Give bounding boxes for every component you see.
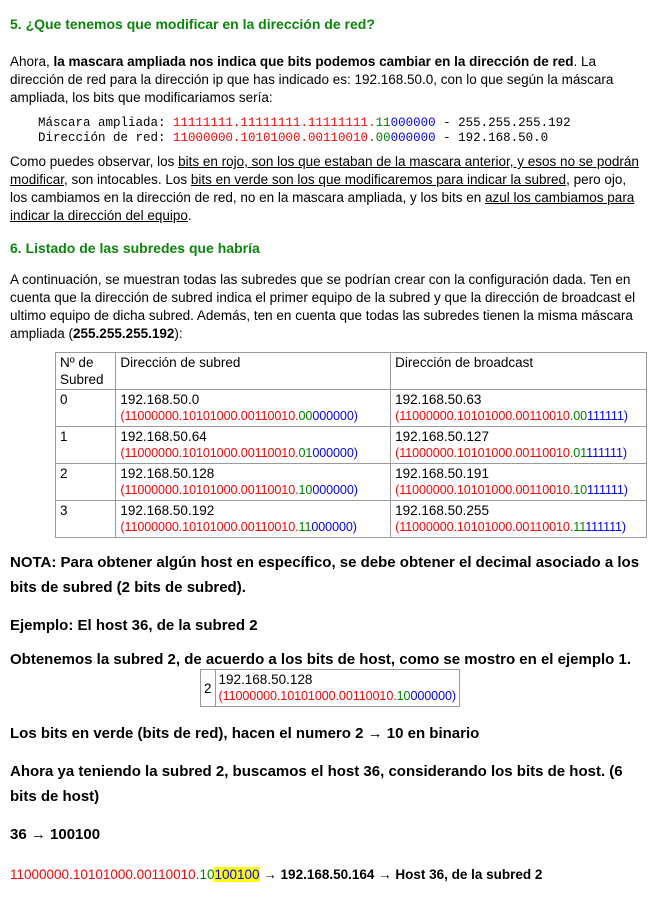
- subnet-ip: 192.168.50.0: [120, 392, 200, 407]
- broadcast-address-cell: [391, 390, 647, 427]
- bits-blue: 111111): [586, 446, 627, 460]
- final-result-line: [10, 866, 647, 884]
- subnet-number-cell: 0: [56, 390, 116, 427]
- bits-green: 00: [573, 409, 588, 423]
- subnets-table: [55, 352, 647, 538]
- bits-blue: 000000): [312, 483, 358, 497]
- subnet-address-cell: [116, 390, 391, 427]
- broadcast-address-cell: [391, 501, 647, 538]
- bits-red: (11000000.10101000.00110010.: [395, 446, 574, 460]
- network-label: Dirección de red:: [38, 131, 174, 145]
- mask-bits-green: 11: [375, 116, 391, 130]
- subnet-ip: 192.168.50.64: [120, 429, 207, 444]
- subnet-address-cell: [116, 427, 391, 464]
- broadcast-address-cell: [391, 464, 647, 501]
- column-header-subnet-address: Dirección de subred: [116, 353, 391, 390]
- subnet-address-cell: [116, 464, 391, 501]
- network-bits-blue: 000000: [390, 131, 436, 145]
- bits-blue: 000000): [311, 520, 357, 534]
- bits-green: 10: [199, 867, 215, 882]
- section6-heading: 6. Listado de las subredes que habría: [10, 240, 260, 256]
- bits-red: (11000000.10101000.00110010.: [120, 483, 299, 497]
- network-binary-line: [38, 131, 647, 146]
- bits-blue: 111111): [587, 409, 628, 423]
- subnet-number-cell: 1: [56, 427, 116, 464]
- host36-binary-line: 36 → 100100: [10, 826, 101, 843]
- final-result-text: → 192.168.50.164 → Host 36, de la subred 2: [259, 867, 543, 882]
- green-bits-line: Los bits en verde (bits de red), hacen el numero 2 → 10 en binario: [10, 725, 480, 742]
- mask-bits-blue: 000000: [390, 116, 436, 130]
- text-run: A continuación, se muestran todas las subredes que se podrían crear con la configuración dada. Ten en cuenta que la dirección de subred indica el primer equipo de la subred y que la dirección de broadcast el ultimo equipo de dicha subred. Además, ten en cuenta que todas las subredes tienen la misma máscara ampliada (: [10, 272, 636, 341]
- bits-red: (11000000.10101000.00110010.: [395, 520, 574, 534]
- network-bits-green: 00: [375, 131, 391, 145]
- bits-green: 11: [298, 520, 312, 534]
- obtenemos-line: Obtenemos la subred 2, de acuerdo a los bits de host, como se mostro en el ejemplo 1.: [10, 651, 631, 668]
- bits-green: 01: [573, 446, 587, 460]
- subnet-number-cell: 2: [201, 670, 216, 707]
- mask-bits-red: 11111111.11111111.11111111.: [173, 116, 376, 130]
- subnet-ip: 192.168.50.192: [120, 503, 215, 518]
- text-run: .: [187, 208, 192, 223]
- broadcast-binary: [395, 482, 642, 499]
- text-run-bold: la mascara ampliada nos indica que bits podemos cambiar en la dirección de red: [53, 54, 574, 69]
- subnet-binary: [120, 482, 386, 499]
- subnet-number-cell: 3: [56, 501, 116, 538]
- bits-green: 01: [298, 446, 313, 460]
- bits-green: 10: [298, 483, 313, 497]
- network-bits-red: 11000000.10101000.00110010.: [173, 131, 376, 145]
- broadcast-ip: 192.168.50.191: [395, 466, 489, 481]
- bits-blue: 000000): [410, 689, 456, 703]
- broadcast-address-cell: [391, 427, 647, 464]
- subnet2-mini-table: [200, 669, 460, 707]
- bits-green: 11: [573, 520, 586, 534]
- bits-blue: 111111): [585, 520, 627, 534]
- section5-intro-paragraph: [10, 53, 647, 107]
- broadcast-binary: [395, 445, 642, 462]
- bits-red: (11000000.10101000.00110010.: [120, 446, 299, 460]
- bits-green: 10: [573, 483, 588, 497]
- table-row: [56, 390, 647, 427]
- table-row: [56, 427, 647, 464]
- bits-red: (11000000.10101000.00110010.: [395, 409, 574, 423]
- text-run-underlined: azul los cambiamos para indicar la dirección del equipo: [10, 190, 635, 223]
- column-header-broadcast-address: Dirección de broadcast: [391, 353, 647, 390]
- broadcast-ip: 192.168.50.63: [395, 392, 482, 407]
- highlighted-host-bits: 100100: [214, 867, 260, 882]
- section5-heading: 5. ¿Que tenemos que modificar en la dirección de red?: [10, 16, 375, 32]
- subnet-binary: [120, 408, 386, 425]
- ahora-paragraph: Ahora ya teniendo la subred 2, buscamos el host 36, considerando los bits de host. (6 bits de host): [10, 763, 623, 805]
- bits-red: (11000000.10101000.00110010.: [218, 689, 397, 703]
- bits-blue: 111111): [587, 483, 628, 497]
- broadcast-ip: 192.168.50.255: [395, 503, 489, 518]
- subnet-binary: [120, 519, 386, 536]
- bits-red: (11000000.10101000.00110010.: [120, 520, 299, 534]
- mask-decimal: - 255.255.255.192: [435, 116, 571, 130]
- bits-red: (11000000.10101000.00110010.: [395, 483, 574, 497]
- network-decimal: - 192.168.50.0: [435, 131, 549, 145]
- ejemplo-line: Ejemplo: El host 36, de la subred 2: [10, 617, 258, 634]
- text-run-bold: 255.255.255.192: [73, 326, 175, 341]
- subnet-number-cell: 2: [56, 464, 116, 501]
- bits-red: (11000000.10101000.00110010.: [120, 409, 299, 423]
- subnet-address-cell: [116, 501, 391, 538]
- broadcast-ip: 192.168.50.127: [395, 429, 489, 444]
- text-run: , pero ojo, los cambiamos en la dirección de red, no en la mascara ampliada, y los bits en: [10, 172, 627, 205]
- text-run: Como puedes observar, los: [10, 154, 179, 169]
- binary-code-block: [10, 116, 647, 146]
- mask-label: Máscara ampliada:: [38, 116, 174, 130]
- section6-intro-paragraph: [10, 271, 647, 343]
- text-run-underlined: bits en rojo, son los que estaban de la mascara anterior, y esos no se podrán modificar: [10, 154, 639, 187]
- subnets-table-header-row: [56, 353, 647, 390]
- text-run-underlined: bits en verde son los que modificaremos para indicar la subred: [190, 172, 567, 187]
- bits-explanation-paragraph: [10, 153, 647, 225]
- nota-paragraph: NOTA: Para obtener algún host en específico, se debe obtener el decimal asociado a los bits de subred (2 bits de subred).: [10, 554, 640, 596]
- table-row: [56, 464, 647, 501]
- subnet-address-cell: [215, 670, 459, 707]
- mask-binary-line: [38, 116, 647, 131]
- subnet-binary: [219, 688, 456, 705]
- bits-blue: 000000): [312, 446, 358, 460]
- subnet-ip: 192.168.50.128: [120, 466, 215, 481]
- bits-green: 00: [298, 409, 313, 423]
- broadcast-binary: [395, 519, 642, 536]
- bits-green: 10: [396, 689, 411, 703]
- text-run: , son intocables. Los: [64, 172, 191, 187]
- text-run: . La dirección de red para la dirección ip que has indicado es: 192.168.50.0, con lo que según la máscara ampliada, los bits que modificariamos sería:: [10, 54, 614, 105]
- subnet-binary: [120, 445, 386, 462]
- subnet-ip: 192.168.50.128: [218, 672, 313, 687]
- table-row: [56, 501, 647, 538]
- bits-red: 11000000.10101000.00110010.: [10, 867, 200, 882]
- text-run: Ahora,: [10, 54, 54, 69]
- bits-blue: 000000): [312, 409, 358, 423]
- table-row: [201, 670, 460, 707]
- text-run: ):: [174, 326, 183, 341]
- broadcast-binary: [395, 408, 642, 425]
- column-header-subnet-number: Nº de Subred: [56, 353, 116, 390]
